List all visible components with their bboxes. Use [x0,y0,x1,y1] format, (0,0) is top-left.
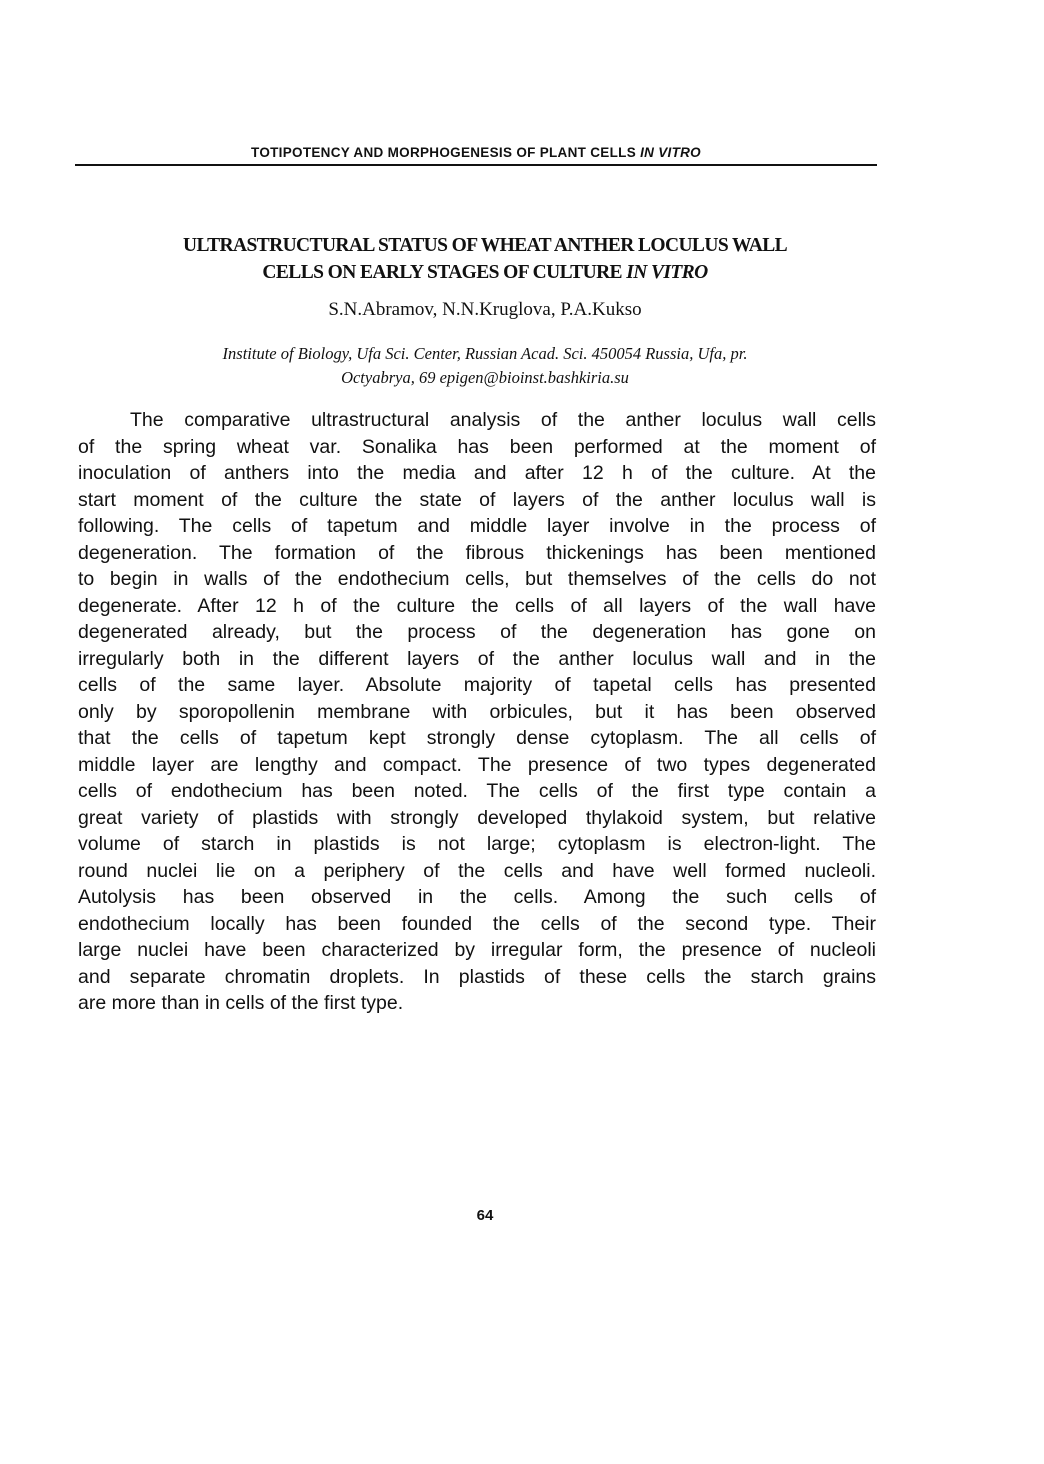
article-title-line-1: ULTRASTRUCTURAL STATUS OF WHEAT ANTHER LOCULUS WALL [182,235,788,256]
abstract-line: large nuclei have been characterized by irregular form, the presence of nucleoli [78,939,876,961]
page-number: 64 [476,1207,494,1224]
abstract-line: round nuclei lie on a periphery of the cells and have well formed nucleoli. [78,859,876,882]
article-title-line-2 [60,259,910,286]
abstract-line: only by sporopollenin membrane with orbicules, but it has been observed [78,700,876,723]
abstract-line: that the cells of tapetum kept strongly dense cytoplasm. The all cells of [78,727,876,749]
abstract-line: start moment of the culture the state of layers of the anther loculus wall is [78,488,876,511]
abstract-line: degenerate. After 12 h of the culture the cells of all layers of the wall have [78,594,876,617]
abstract-line: cells of the same layer. Absolute majority of tapetal cells has presented [78,674,876,696]
abstract-line: great variety of plastids with strongly developed thylakoid system, but relative [78,806,876,829]
running-header [75,144,877,166]
abstract [78,407,876,1017]
abstract-line: are more than in cells of the first type. [78,992,404,1014]
abstract-line: The comparative ultrastructural analysis of the anther loculus wall cells [130,409,876,431]
abstract-line: of the spring wheat var. Sonalika has been performed at the moment of [78,435,876,458]
abstract-line: and separate chromatin droplets. In plastids of these cells the starch grains [78,965,876,988]
affiliation-line-2: Octyabrya, 69 epigen@bioinst.bashkiria.su [341,368,629,387]
article-title-line-2-text: CELLS ON EARLY STAGES OF CULTURE [262,262,627,283]
authors: S.N.Abramov, N.N.Kruglova, P.A.Kukso [328,299,642,320]
affiliation-line-1: Institute of Biology, Ufa Sci. Center, Russian Acad. Sci. 450054 Russia, Ufa, pr. [222,344,748,363]
article-title-italic: IN VITRO [626,262,708,283]
abstract-line: degeneration. The formation of the fibrous thickenings has been mentioned [78,541,876,564]
abstract-line: following. The cells of tapetum and middle layer involve in the process of [78,515,876,537]
abstract-line: irregularly both in the different layers of the anther loculus wall and in the [78,647,876,670]
abstract-line: volume of starch in plastids is not large; cytoplasm is electron-light. The [78,833,876,855]
abstract-line: degenerated already, but the process of the degeneration has gone on [78,621,876,643]
running-header-italic: IN VITRO [640,145,701,160]
abstract-line: Autolysis has been observed in the cells. Among the such cells of [78,886,876,908]
abstract-line: cells of endothecium has been noted. The cells of the first type contain a [78,780,876,802]
abstract-line: endothecium locally has been founded the cells of the second type. Their [78,912,876,935]
article-title [60,232,910,286]
abstract-line: to begin in walls of the endothecium cells, but themselves of the cells do not [78,568,876,590]
abstract-line: middle layer are lengthy and compact. The presence of two types degenerated [78,753,876,776]
abstract-line: inoculation of anthers into the media and after 12 h of the culture. At the [78,462,876,484]
running-header-text: TOTIPOTENCY AND MORPHOGENESIS OF PLANT CELLS [251,145,641,160]
affiliation [90,342,880,390]
